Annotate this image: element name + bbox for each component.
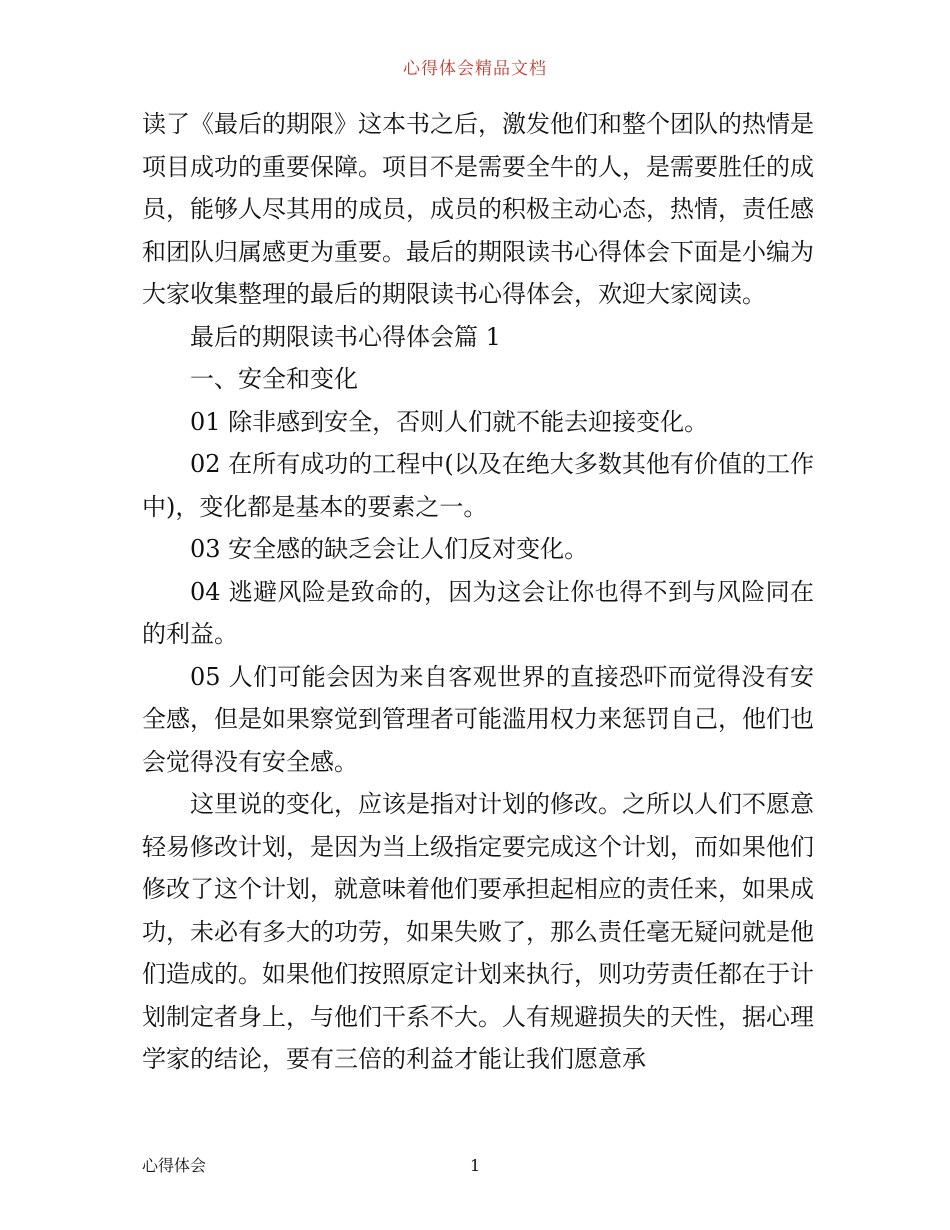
page-footer-label: 心得体会 (142, 1156, 207, 1175)
page-number: 1 (470, 1156, 481, 1175)
document-body (142, 103, 814, 1081)
point-02: 02 在所有成功的工程中(以及在绝大多数其他有价值的工作中)，变化都是基本的要素之一。 (142, 450, 814, 521)
point-01: 01 除非感到安全，否则人们就不能去迎接变化。 (190, 407, 709, 436)
section-heading: 最后的期限读书心得体会篇 1 (190, 322, 501, 351)
subsection-heading: 一、安全和变化 (190, 365, 358, 393)
body-paragraph: 这里说的变化，应该是指对计划的修改。之所以人们不愿意轻易修改计划，是因为当上级指定要完成这个计划，而如果他们修改了这个计划，就意味着他们要承担起相应的责任来，如果成功，未必有多大的功劳，如果失败了，那么责任毫无疑问就是他们造成的。如果他们按照原定计划来执行，则功劳责任都在于计划制定者身上，与他们干系不大。人有规避损失的天性，据心理学家的结论，要有三倍的利益才能让我们愿意承 (142, 790, 814, 1073)
point-03: 03 安全感的缺乏会让人们反对变化。 (190, 535, 589, 563)
page-header-title: 心得体会精品文档 (403, 59, 547, 79)
point-05: 05 人们可能会因为来自客观世界的直接恐吓而觉得没有安全感，但是如果察觉到管理者可能滥用权力来惩罚自己，他们也会觉得没有安全感。 (142, 662, 814, 776)
point-04: 04 逃避风险是致命的，因为这会让你也得不到与风险同在的利益。 (142, 577, 814, 648)
intro-paragraph: 读了《最后的期限》这本书之后，激发他们和整个团队的热情是项目成功的重要保障。项目不是需要全牛的人，是需要胜任的成员，能够人尽其用的成员，成员的积极主动心态，热情，责任感和团队归属感更为重要。最后的期限读书心得体会下面是小编为大家收集整理的最后的期限读书心得体会，欢迎大家阅读。 (142, 110, 814, 308)
